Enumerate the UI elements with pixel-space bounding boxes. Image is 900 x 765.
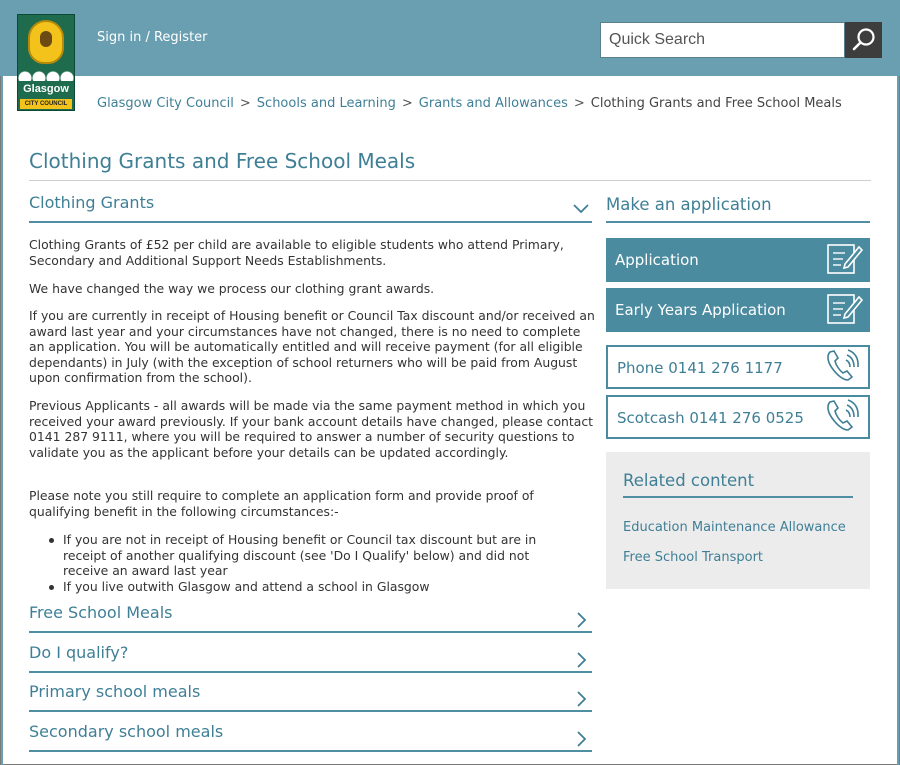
breadcrumb-link-council[interactable]: Glasgow City Council: [97, 96, 234, 111]
left-border-strip: [1, 76, 3, 765]
waves-icon: [18, 67, 74, 81]
button-label: Scotcash 0141 276 0525: [617, 409, 804, 427]
accordion-primary-school-meals[interactable]: [29, 682, 592, 712]
paragraph: If you are currently in receipt of Housing benefit or Council Tax discount and/or received an award last year and your circumstances have not changed, there is no need to complete an application. You will be automatically entitled and will receive payment (for all eligible dependants) in July (with the exception of school returners who will be paid from August upon confirmation from the school).: [29, 308, 595, 386]
accordion-label: Free School Meals: [29, 603, 173, 622]
related-content-heading: Related content: [623, 471, 755, 490]
breadcrumb-separator: >: [239, 96, 251, 111]
accordion-do-i-qualify[interactable]: [29, 643, 592, 673]
related-divider: [623, 496, 853, 498]
logo-name: Glasgow: [23, 83, 69, 95]
phone-icon: [824, 348, 862, 384]
search-button[interactable]: [845, 22, 882, 58]
accordion-label: Primary school meals: [29, 682, 201, 701]
paragraph: Clothing Grants of £52 per child are available to eligible students who attend Primary, Secondary and Additional Support Needs Establishments.: [29, 237, 564, 268]
accordion-clothing-grants[interactable]: [29, 193, 592, 223]
related-content-panel: [606, 452, 870, 589]
phone-icon: [824, 398, 862, 434]
eligibility-list: [49, 532, 569, 594]
accordion-label: Do I qualify?: [29, 643, 129, 662]
accordion-label: Clothing Grants: [29, 193, 155, 212]
chevron-right-icon: [572, 651, 590, 669]
related-link-school-transport[interactable]: Free School Transport: [623, 550, 764, 565]
list-item: If you live outwith Glasgow and attend a school in Glasgow: [49, 579, 569, 595]
list-item: If you are not in receipt of Housing benefit or Council tax discount but are in receipt of another qualifying discount (see 'Do I Qualify' below) and did not receive an award last year: [49, 532, 569, 579]
chevron-down-icon: [572, 200, 590, 218]
related-link-ema[interactable]: Education Maintenance Allowance: [623, 520, 846, 535]
search-icon: [851, 27, 877, 53]
form-edit-icon: [826, 291, 864, 327]
breadcrumb: [97, 96, 842, 111]
page-title: Clothing Grants and Free School Meals: [29, 149, 416, 173]
logo-subtitle: CITY COUNCIL: [20, 99, 72, 109]
sign-in-register-link[interactable]: Sign in / Register: [97, 30, 208, 45]
title-divider: [29, 180, 871, 181]
application-button[interactable]: [606, 238, 870, 282]
right-border-strip: [897, 76, 899, 765]
breadcrumb-separator: >: [401, 96, 413, 111]
button-label: Application: [615, 251, 699, 269]
crest-icon: [28, 20, 64, 64]
accordion-free-school-meals[interactable]: [29, 603, 592, 633]
breadcrumb-separator: >: [573, 96, 585, 111]
phone-button[interactable]: [606, 345, 870, 389]
quick-search-input[interactable]: [600, 22, 845, 58]
breadcrumb-link-schools[interactable]: Schools and Learning: [256, 96, 396, 111]
scotcash-button[interactable]: [606, 395, 870, 439]
form-edit-icon: [826, 241, 864, 277]
sidebar-divider: [606, 221, 870, 223]
glasgow-logo[interactable]: [17, 14, 75, 111]
chevron-right-icon: [572, 611, 590, 629]
early-years-application-button[interactable]: [606, 288, 870, 332]
make-application-heading: Make an application: [606, 195, 772, 214]
accordion-label: Secondary school meals: [29, 722, 224, 741]
breadcrumb-current: Clothing Grants and Free School Meals: [590, 96, 842, 111]
paragraph: Please note you still require to complete an application form and provide proof of qualifying benefit in the following circumstances:-: [29, 488, 534, 519]
button-label: Early Years Application: [615, 301, 786, 319]
chevron-right-icon: [572, 690, 590, 708]
chevron-right-icon: [572, 730, 590, 748]
button-label: Phone 0141 276 1177: [617, 359, 783, 377]
paragraph: We have changed the way we process our clothing grant awards.: [29, 281, 435, 296]
accordion-secondary-school-meals[interactable]: [29, 722, 592, 752]
paragraph: Previous Applicants - all awards will be made via the same payment method in which you received your award previously. If your bank account details have changed, please contact 0141 287 9111, where you will be required to answer a number of security questions to validate you as the applicant before your details can be updated accordingly.: [29, 398, 594, 460]
breadcrumb-link-grants[interactable]: Grants and Allowances: [418, 96, 568, 111]
